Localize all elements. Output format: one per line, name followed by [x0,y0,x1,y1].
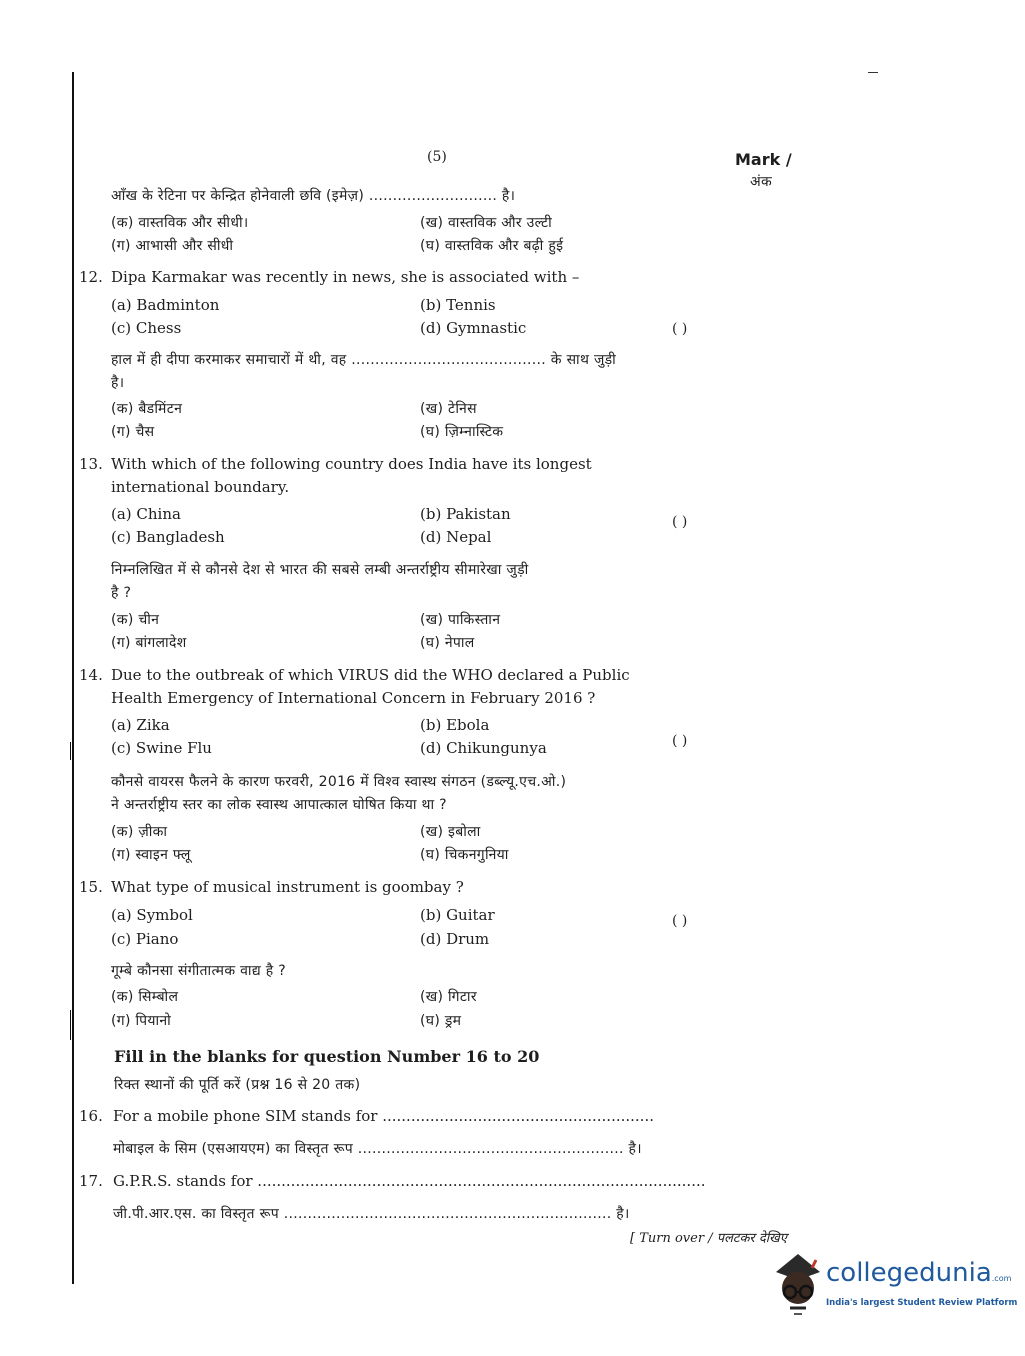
q14-text-line-2: Health Emergency of International Concern in February 2016 ? [111,689,596,707]
q12-answer-bracket[interactable]: ( ) [672,321,688,337]
q17-hindi[interactable]: जी.पी.आर.एस. का विस्तृत रूप ..................................................................... है। [113,1206,630,1222]
q15-hindi-line-1: गूम्बे कौनसा संगीतात्मक वाद्य है ? [111,963,286,979]
q15-hindi-option-b: (ख) गिटार [420,989,477,1005]
q13-hindi-option-c: (ग) बांगलादेश [111,635,187,651]
q13-number: 13. [79,455,103,473]
q14-hindi-option-c: (ग) स्वाइन फ्लू [111,847,191,863]
q13-text-line-2: international boundary. [111,478,290,496]
q15-option-b: (b) Guitar [420,906,495,924]
q15-text: What type of musical instrument is goombay ? [111,878,464,896]
q15-answer-bracket[interactable]: ( ) [672,913,688,929]
q14-option-b: (b) Ebola [420,716,490,734]
q14-hindi-line-1: कौनसे वायरस फैलने के कारण फरवरी, 2016 में विश्व स्वास्थ संगठन (डब्ल्यू.एच.ओ.) [111,774,567,790]
q17-number: 17. [79,1172,103,1190]
q13-option-d: (d) Nepal [420,528,492,546]
q11-hindi-option-c: (ग) आभासी और सीधी [111,238,234,254]
q13-option-a: (a) China [111,505,181,523]
fill-blanks-heading-hindi: रिक्त स्थानों की पूर्ति करें (प्रश्न 16 से 20 तक) [114,1077,361,1093]
q12-hindi-option-d: (घ) ज़िम्नास्टिक [420,424,504,440]
q11-hindi-option-d: (घ) वास्तविक और बढ़ी हुई [420,238,564,254]
q12-text: Dipa Karmakar was recently in news, she is associated with – [111,268,580,286]
q14-hindi-option-d: (घ) चिकनगुनिया [420,847,509,863]
fill-blanks-heading: Fill in the blanks for question Number 16 to 20 [114,1047,540,1066]
q14-option-c: (c) Swine Flu [111,739,212,757]
logo-tagline: India's largest Student Review Platform [826,1298,1018,1308]
q12-number: 12. [79,268,103,286]
q13-text-line-1: With which of the following country does India have its longest [111,455,592,473]
q14-option-a: (a) Zika [111,716,170,734]
q15-number: 15. [79,878,103,896]
left-margin-mark-1 [70,742,71,760]
logo-wordmark: collegedunia.com [826,1258,1012,1288]
q12-hindi-option-b: (ख) टेनिस [420,401,477,417]
q12-hindi-line-2: है। [111,375,125,391]
q14-hindi-line-2: ने अन्तर्राष्ट्रीय स्तर का लोक स्वास्थ आपात्काल घोषित किया था ? [111,797,447,813]
q15-option-c: (c) Piano [111,930,179,948]
q12-hindi-line-1: हाल में ही दीपा करमाकर समाचारों में थी, वह ......................................... के साथ जुड़ी [111,352,617,368]
mark-header-hindi: अंक [750,174,773,190]
left-margin-line [72,72,74,1284]
q12-hindi-option-a: (क) बैडमिंटन [111,401,183,417]
q12-option-b: (b) Tennis [420,296,496,314]
q16-text[interactable]: For a mobile phone SIM stands for ......................................................... [113,1107,654,1125]
page-number: (5) [427,149,447,165]
collegedunia-logo[interactable] [768,1250,1018,1320]
q12-option-c: (c) Chess [111,319,182,337]
q14-number: 14. [79,666,103,684]
q12-hindi-option-c: (ग) चैस [111,424,155,440]
q13-hindi-option-a: (क) चीन [111,612,160,628]
q13-hindi-line-1: निम्नलिखित में से कौनसे देश से भारत की सबसे लम्बी अन्तर्राष्ट्रीय सीमारेखा जुड़ी [111,562,529,578]
q15-hindi-option-c: (ग) पियानो [111,1013,172,1029]
q11-hindi-option-b: (ख) वास्तविक और उल्टी [420,215,553,231]
q13-hindi-line-2: है ? [111,585,132,601]
q15-hindi-option-a: (क) सिम्बोल [111,989,179,1005]
q14-option-d: (d) Chikungunya [420,739,547,757]
q13-option-c: (c) Bangladesh [111,528,225,546]
q12-option-a: (a) Badminton [111,296,220,314]
q13-option-b: (b) Pakistan [420,505,511,523]
q14-hindi-option-b: (ख) इबोला [420,824,481,840]
q15-hindi-option-d: (घ) ड्रम [420,1013,462,1029]
mascot-icon [768,1250,824,1320]
q14-answer-bracket[interactable]: ( ) [672,733,688,749]
q15-option-d: (d) Drum [420,930,490,948]
q13-hindi-option-b: (ख) पाकिस्तान [420,612,501,628]
q14-hindi-option-a: (क) ज़ीका [111,824,168,840]
q14-text-line-1: Due to the outbreak of which VIRUS did the WHO declared a Public [111,666,630,684]
q11-hindi-option-a: (क) वास्तविक और सीधी। [111,215,249,231]
turn-over-note: [ Turn over / पलटकर देखिए [630,1231,787,1246]
left-margin-mark-2 [70,1010,71,1040]
q15-option-a: (a) Symbol [111,906,193,924]
q17-text[interactable]: G.P.R.S. stands for .............................................................................................. [113,1172,706,1190]
q12-option-d: (d) Gymnastic [420,319,527,337]
q13-answer-bracket[interactable]: ( ) [672,514,688,530]
q16-hindi[interactable]: मोबाइल के सिम (एसआयएम) का विस्तृत रूप ........................................................ है। [113,1141,642,1157]
corner-tick [868,72,878,73]
mark-header: Mark / [735,150,792,169]
q13-hindi-option-d: (घ) नेपाल [420,635,475,651]
q11-hindi-stem: आँख के रेटिना पर केन्द्रित होनेवाली छवि (इमेज़) ........................... है। [111,188,516,204]
q16-number: 16. [79,1107,103,1125]
